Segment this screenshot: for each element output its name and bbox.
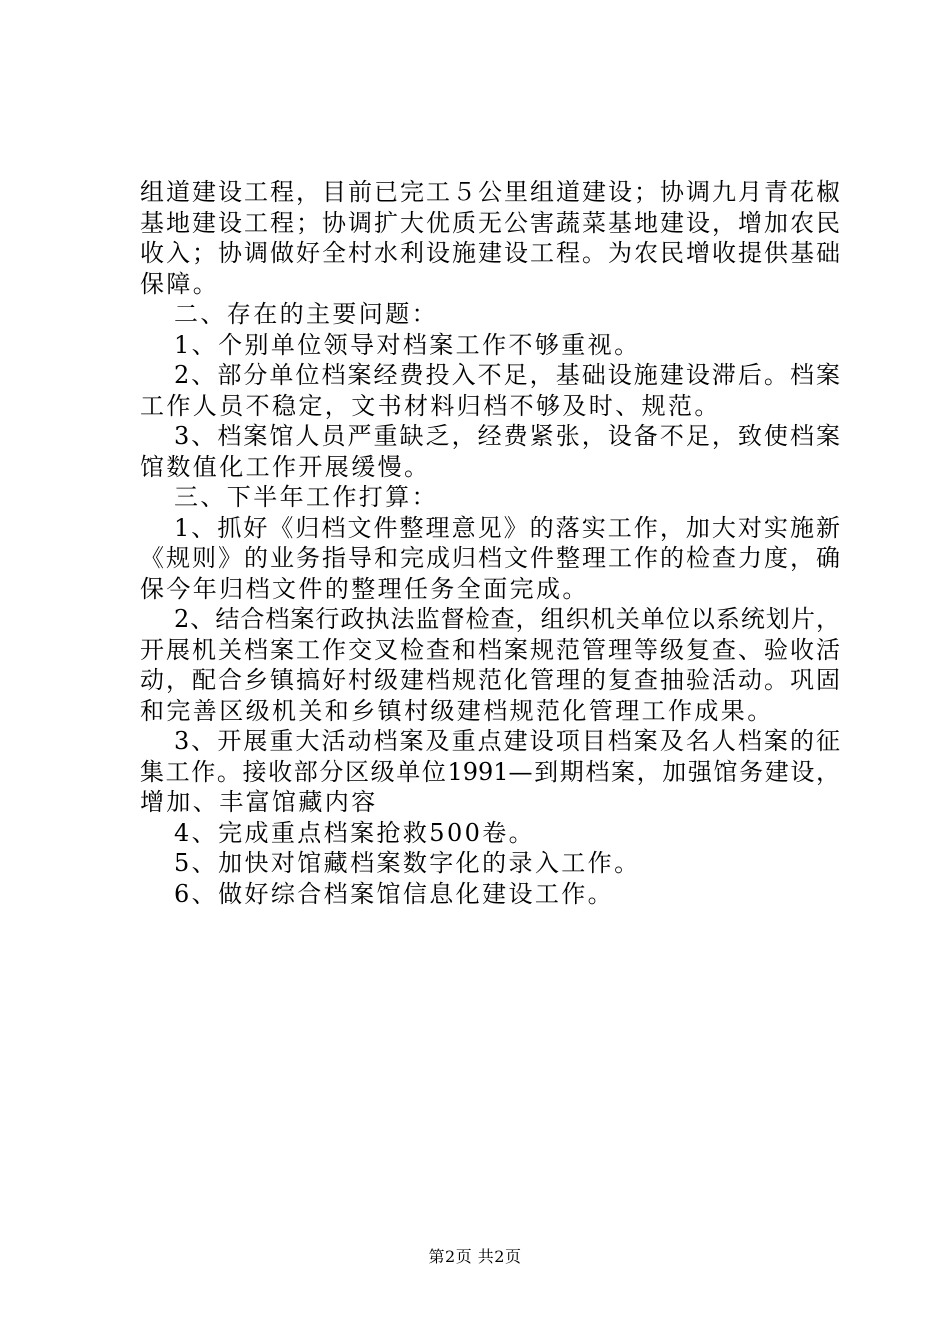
body-line: 3、开展重大活动档案及重点建设项目档案及名人档案的征 [174, 727, 840, 755]
body-line: 1、个别单位领导对档案工作不够重视。 [174, 330, 641, 359]
section-heading-problems: 二、存在的主要问题： [174, 300, 438, 328]
body-line: 4、完成重点档案抢救500卷。 [174, 818, 536, 847]
body-line: 保障。 [140, 269, 220, 298]
body-line: 动，配合乡镇搞好村级建档规范化管理的复查抽验活动。巩固 [140, 666, 840, 694]
body-line: 5、加快对馆藏档案数字化的录入工作。 [174, 849, 641, 877]
body-line: 收入；协调做好全村水利设施建设工程。为农民增收提供基础 [140, 239, 840, 267]
body-line: 2、部分单位档案经费投入不足，基础设施建设滞后。档案 [174, 361, 840, 389]
body-line: 集工作。接收部分区级单位1991—到期档案，加强馆务建设， [140, 757, 840, 786]
body-line: 6、做好综合档案馆信息化建设工作。 [174, 879, 615, 908]
body-line: 《规则》的业务指导和完成归档文件整理工作的检查力度，确 [140, 544, 840, 572]
section-heading-plans: 三、下半年工作打算： [174, 483, 438, 511]
body-line: 增加、丰富馆藏内容 [140, 788, 378, 816]
body-line: 保今年归档文件的整理任务全面完成。 [140, 574, 589, 603]
page-number-footer: 第2页 共2页 [428, 1247, 522, 1266]
body-line: 馆数值化工作开展缓慢。 [140, 452, 431, 481]
body-line: 1、抓好《归档文件整理意见》的落实工作，加大对实施新 [174, 513, 840, 542]
body-line: 基地建设工程；协调扩大优质无公害蔬菜基地建设，增加农民 [140, 208, 840, 237]
document-body [140, 177, 840, 909]
body-line: 开展机关档案工作交叉检查和档案规范管理等级复查、验收活 [140, 635, 840, 664]
body-line: 2、结合档案行政执法监督检查，组织机关单位以系统划片， [174, 605, 840, 633]
body-line: 3、档案馆人员严重缺乏，经费紧张，设备不足，致使档案 [174, 422, 840, 450]
body-line: 和完善区级机关和乡镇村级建档规范化管理工作成果。 [140, 696, 774, 725]
body-line: 工作人员不稳定，文书材料归档不够及时、规范。 [140, 391, 721, 420]
body-line: 组道建设工程，目前已完工５公里组道建设；协调九月青花椒 [140, 178, 840, 206]
